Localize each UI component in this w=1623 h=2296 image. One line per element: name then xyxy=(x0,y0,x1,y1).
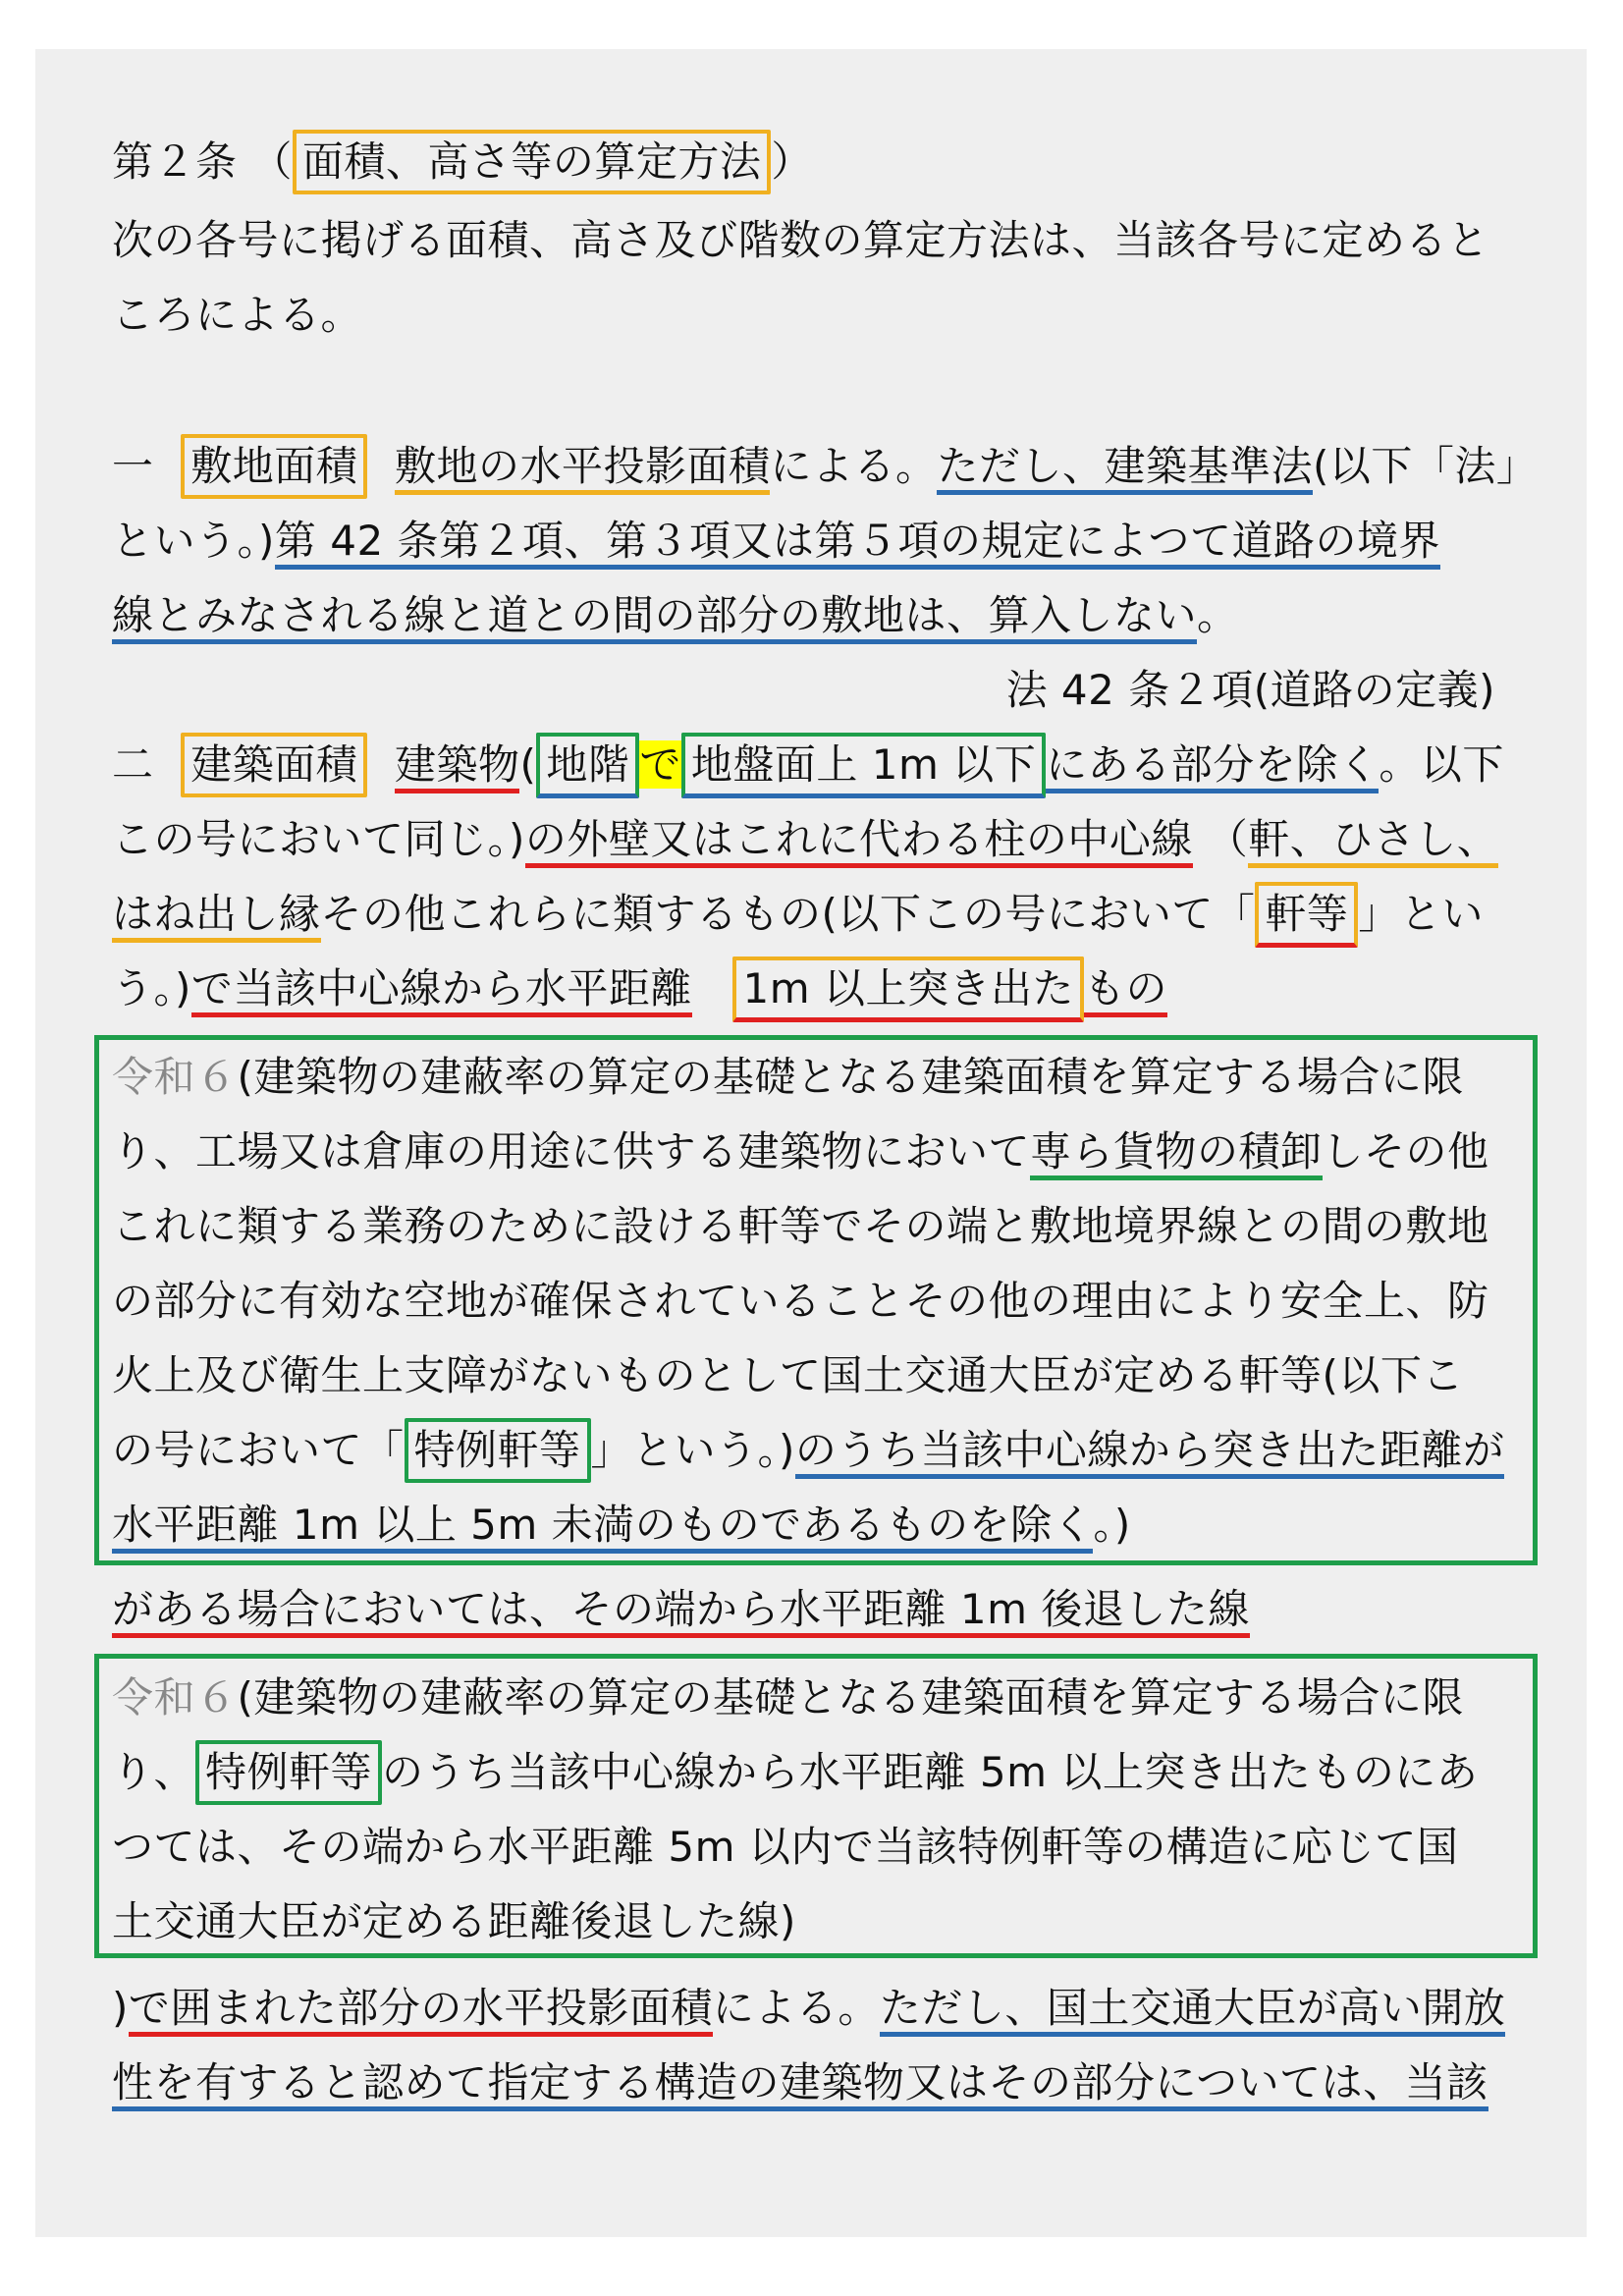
item1-line-2 xyxy=(112,507,1440,575)
box1-text: の号において「 xyxy=(112,1426,405,1474)
closing-text: ) xyxy=(112,1984,129,2032)
box1-text: 。) xyxy=(1093,1501,1131,1549)
box2-line-4: 土交通大臣が定める距離後退した線) xyxy=(112,1897,796,1945)
item2-text: もの xyxy=(1084,964,1167,1017)
item1-label: 一 xyxy=(112,442,154,490)
protrusion-box: 1m 以上突き出た xyxy=(732,957,1084,1022)
item2-label: 二 xyxy=(112,740,154,789)
item1-text: 敷地の水平投影面積 xyxy=(395,442,771,495)
item2-text: 。以下 xyxy=(1379,740,1504,789)
special-eaves-box-2: 特例軒等 xyxy=(195,1740,382,1805)
box1-text: り、工場又は倉庫の用途に供する建築物において xyxy=(112,1127,1031,1175)
item2-text: う。) xyxy=(112,964,191,1012)
article-number: 第２条 xyxy=(112,137,238,186)
box2-line-3: つては、その端から水平距離 5m 以内で当該特例軒等の構造に応じて国 xyxy=(112,1823,1459,1871)
special-eaves-box: 特例軒等 xyxy=(405,1418,591,1483)
article-title: 面積、高さ等の算定方法 xyxy=(293,130,772,194)
item1-line-1 xyxy=(112,432,1538,501)
item1-text: ただし、建築基準法 xyxy=(937,442,1313,495)
closing-line-1 xyxy=(112,1974,1505,2043)
item2-line-1 xyxy=(112,731,1504,799)
basement-box: 地階 xyxy=(536,733,639,798)
item2-text: ( xyxy=(519,740,537,789)
item2-line-4 xyxy=(112,955,1167,1023)
item2-term: 建築面積 xyxy=(181,733,367,797)
intro-line-1: 次の各号に掲げる面積、高さ及び階数の算定方法は、当該各号に定めると xyxy=(112,216,1489,264)
item2-text: にある部分を除く xyxy=(1046,740,1379,793)
box1-line-2 xyxy=(112,1118,1489,1186)
box2-text: のうち当該中心線から水平距離 5m 以上突き出たものにあ xyxy=(382,1748,1479,1796)
article-heading: 第２条 （ 面積、高さ等の算定方法 ） xyxy=(112,128,813,196)
box1-text: 水平距離 1m 以上 5m 未満のものであるものを除く xyxy=(112,1501,1093,1554)
amendment-tag: 令和６ xyxy=(112,1673,238,1722)
box1-text: 専ら貨物の積卸 xyxy=(1030,1127,1323,1180)
item1-term: 敷地面積 xyxy=(181,434,367,499)
box1-line-4: の部分に有効な空地が確保されていることその他の理由により安全上、防 xyxy=(112,1277,1489,1325)
amendment-tag: 令和６ xyxy=(112,1053,238,1101)
box2-text: り、 xyxy=(112,1748,196,1796)
box2-line-1 xyxy=(112,1664,1464,1732)
box2-line-2 xyxy=(112,1738,1478,1807)
item2-text: この号において同じ。) xyxy=(112,815,525,863)
item2-text: で当該中心線から水平距離 xyxy=(191,964,692,1017)
highlight-de: で xyxy=(639,740,681,789)
item1-text: による。 xyxy=(770,442,938,490)
item2-text: 建築物 xyxy=(395,740,520,793)
box1-line-5: 火上及び衛生上支障がないものとして国土交通大臣が定める軒等(以下こ xyxy=(112,1351,1464,1399)
item1-reference: 法 42 条２項(道路の定義) xyxy=(1005,666,1495,714)
ground-level-box: 地盤面上 1m 以下 xyxy=(681,733,1046,798)
item1-text: 線とみなされる線と道との間の部分の敷地は、算入しない xyxy=(112,591,1197,644)
eaves-box: 軒等 xyxy=(1255,882,1358,948)
box1-line-6 xyxy=(112,1416,1504,1485)
closing-text: による。 xyxy=(712,1984,880,2032)
box1-text: しその他 xyxy=(1322,1127,1489,1175)
intro-line-2: ころによる。 xyxy=(112,291,363,339)
item2-text: の外壁又はこれに代わる柱の中心線 xyxy=(525,815,1193,868)
item2-line-3 xyxy=(112,880,1484,949)
item1-text: 第 42 条第２項、第３項又は第５項の規定によつて道路の境界 xyxy=(275,517,1440,570)
item1-text: 。 xyxy=(1197,591,1239,639)
mid-line xyxy=(112,1575,1250,1644)
item1-text: (以下「法」 xyxy=(1312,442,1539,490)
item2-text: （ xyxy=(1206,815,1249,863)
box1-text: (建築物の建蔽率の算定の基礎となる建築面積を算定する場合に限 xyxy=(237,1053,1464,1101)
box1-line-1 xyxy=(112,1043,1464,1112)
box2-text: (建築物の建蔽率の算定の基礎となる建築面積を算定する場合に限 xyxy=(237,1673,1464,1722)
item2-line-2 xyxy=(112,805,1498,874)
closing-text: 性を有すると認めて指定する構造の建築物又はその部分については、当該 xyxy=(112,2058,1488,2111)
item2-text: 軒、ひさし、 xyxy=(1248,815,1498,868)
box1-text: のうち当該中心線から突き出た距離が xyxy=(795,1426,1505,1479)
closing-line-2 xyxy=(112,2049,1488,2117)
item1-text: という。) xyxy=(112,517,275,565)
box1-line-3: これに類する業務のために設ける軒等でその端と敷地境界線との間の敷地 xyxy=(112,1202,1489,1250)
box1-text: 」という。) xyxy=(590,1426,795,1474)
closing-text: で囲まれた部分の水平投影面積 xyxy=(129,1984,713,2037)
item2-text: その他これらに類するもの(以下この号において「 xyxy=(320,890,1256,938)
box1-line-7 xyxy=(112,1491,1131,1559)
item2-text: はね出し縁 xyxy=(112,890,321,943)
item1-line-3 xyxy=(112,581,1239,650)
item2-text: 」とい xyxy=(1358,890,1484,938)
closing-text: ただし、国土交通大臣が高い開放 xyxy=(880,1984,1506,2037)
mid-text: がある場合においては、その端から水平距離 1m 後退した線 xyxy=(112,1585,1250,1638)
